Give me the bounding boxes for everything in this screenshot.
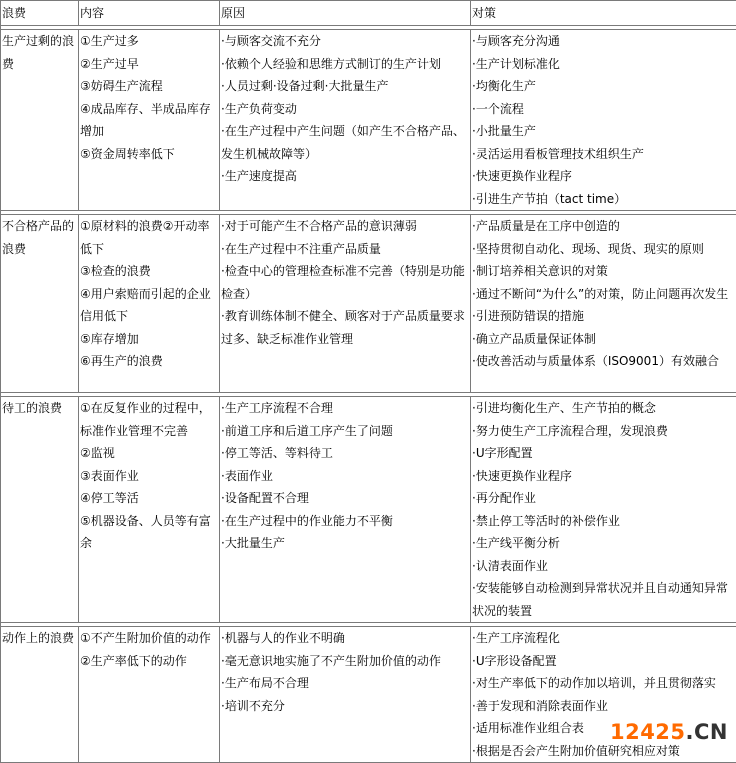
measure-item: ·使改善活动与质量体系（ISO9001）有效融合 — [472, 350, 735, 373]
header-measure: 对策 — [471, 1, 736, 26]
content-item: ①生产过多 — [80, 30, 218, 53]
reason-item: ·人员过剩·设备过剩·大批量生产 — [221, 75, 469, 98]
content-cell — [79, 215, 220, 393]
content-item: ④用户索赔而引起的企业信用低下 — [80, 283, 218, 328]
content-item: ④停工等活 — [80, 487, 218, 510]
measure-item: ·快速更换作业程序 — [472, 165, 735, 188]
header-waste: 浪费 — [1, 1, 79, 26]
logo-domain: .CN — [686, 720, 728, 744]
reason-item: ·生产速度提高 — [221, 165, 469, 188]
content-item: ③检查的浪费 — [80, 260, 218, 283]
waste-category: 生产过剩的浪费 — [1, 30, 79, 211]
measure-cell — [471, 215, 736, 393]
measure-item: ·坚持贯彻自动化、现场、现货、现实的原则 — [472, 238, 735, 261]
table-row — [1, 397, 736, 623]
content-cell — [79, 397, 220, 623]
header-content: 内容 — [79, 1, 220, 26]
measure-item: ·再分配作业 — [472, 487, 735, 510]
reason-item: ·毫无意识地实施了不产生附加价值的动作 — [221, 650, 469, 673]
measure-cell — [471, 30, 736, 211]
measure-item: ·通过不断问“为什么”的对策，防止问题再次发生 — [472, 283, 735, 306]
reason-cell — [220, 30, 471, 211]
waste-category: 不合格产品的浪费 — [1, 215, 79, 393]
content-item: ③妨碍生产流程 — [80, 75, 218, 98]
measure-item: ·均衡化生产 — [472, 75, 735, 98]
header-reason: 原因 — [220, 1, 471, 26]
content-item: ①原材料的浪费②开动率低下 — [80, 215, 218, 260]
content-item: ①不产生附加价值的动作 — [80, 627, 218, 650]
measure-item: ·认清表面作业 — [472, 555, 735, 578]
reason-item: ·前道工序和后道工序产生了问题 — [221, 420, 469, 443]
measure-item: ·禁止停工等活时的补偿作业 — [472, 510, 735, 533]
measure-item: ·生产工序流程化 — [472, 627, 735, 650]
reason-item: ·培训不充分 — [221, 695, 469, 718]
table-row — [1, 30, 736, 211]
reason-item: ·停工等活、等料待工 — [221, 442, 469, 465]
reason-item: ·表面作业 — [221, 465, 469, 488]
content-item: ⑥再生产的浪费 — [80, 350, 218, 373]
reason-cell — [220, 627, 471, 763]
measure-cell — [471, 397, 736, 623]
reason-item: ·设备配置不合理 — [221, 487, 469, 510]
reason-item: ·对于可能产生不合格产品的意识薄弱 — [221, 215, 469, 238]
reason-item: ·生产布局不合理 — [221, 672, 469, 695]
reason-item: ·生产工序流程不合理 — [221, 397, 469, 420]
measure-item: ·U字形设备配置 — [472, 650, 735, 673]
measure-item: ·灵活运用看板管理技术组织生产 — [472, 143, 735, 166]
reason-item: ·检查中心的管理检查标准不完善（特别是功能检查） — [221, 260, 469, 305]
measure-item: ·与顾客充分沟通 — [472, 30, 735, 53]
logo-name: 12425 — [610, 720, 686, 744]
measure-item: ·引进预防错误的措施 — [472, 305, 735, 328]
measure-item: ·努力使生产工序流程合理，发现浪费 — [472, 420, 735, 443]
measure-item: ·确立产品质量保证体制 — [472, 328, 735, 351]
reason-item: ·机器与人的作业不明确 — [221, 627, 469, 650]
content-item: ②生产率低下的动作 — [80, 650, 218, 673]
reason-cell — [220, 215, 471, 393]
measure-item: ·生产线平衡分析 — [472, 532, 735, 555]
content-item: ⑤资金周转率低下 — [80, 143, 218, 166]
table-row — [1, 215, 736, 393]
reason-item: ·与顾客交流不充分 — [221, 30, 469, 53]
measure-item: ·小批量生产 — [472, 120, 735, 143]
measure-item: ·安装能够自动检测到异常状况并且自动通知异常状况的装置 — [472, 577, 735, 622]
measure-item: ·一个流程 — [472, 98, 735, 121]
content-item: ⑤机器设备、人员等有富余 — [80, 510, 218, 555]
content-item: ②监视 — [80, 442, 218, 465]
reason-item: ·依赖个人经验和思维方式制订的生产计划 — [221, 53, 469, 76]
measure-item: ·快速更换作业程序 — [472, 465, 735, 488]
reason-item: ·教育训练体制不健全、顾客对于产品质量要求过多、缺乏标准作业管理 — [221, 305, 469, 350]
measure-item: ·引进生产节拍（tact time） — [472, 188, 735, 211]
measure-item: ·引进均衡化生产、生产节拍的概念 — [472, 397, 735, 420]
measure-item: ·根据是否会产生附加价值研究相应对策 — [472, 740, 735, 763]
site-watermark-logo — [610, 720, 728, 744]
reason-item: ·在生产过程中的作业能力不平衡 — [221, 510, 469, 533]
content-item: ②生产过早 — [80, 53, 218, 76]
waste-category: 待工的浪费 — [1, 397, 79, 623]
content-item: ①在反复作业的过程中，标准作业管理不完善 — [80, 397, 218, 442]
content-item: ④成品库存、半成品库存增加 — [80, 98, 218, 143]
measure-item: ·生产计划标准化 — [472, 53, 735, 76]
reason-item: ·生产负荷变动 — [221, 98, 469, 121]
measure-item: ·适用标准作业组合表 — [472, 717, 735, 740]
reason-item: ·在生产过程中产生问题（如产生不合格产品、发生机械故障等） — [221, 120, 469, 165]
content-item: ③表面作业 — [80, 465, 218, 488]
reason-cell — [220, 397, 471, 623]
measure-item: ·善于发现和消除表面作业 — [472, 695, 735, 718]
waste-category: 动作上的浪费 — [1, 627, 79, 763]
measure-item: ·对生产率低下的动作加以培训，并且贯彻落实 — [472, 672, 735, 695]
measure-item: ·制订培养相关意识的对策 — [472, 260, 735, 283]
measure-item: ·产品质量是在工序中创造的 — [472, 215, 735, 238]
reason-item: ·在生产过程中不注重产品质量 — [221, 238, 469, 261]
measure-item: ·U字形配置 — [472, 442, 735, 465]
reason-item: ·大批量生产 — [221, 532, 469, 555]
header-row — [1, 1, 736, 26]
content-cell — [79, 30, 220, 211]
content-cell — [79, 627, 220, 763]
content-item: ⑤库存增加 — [80, 328, 218, 351]
